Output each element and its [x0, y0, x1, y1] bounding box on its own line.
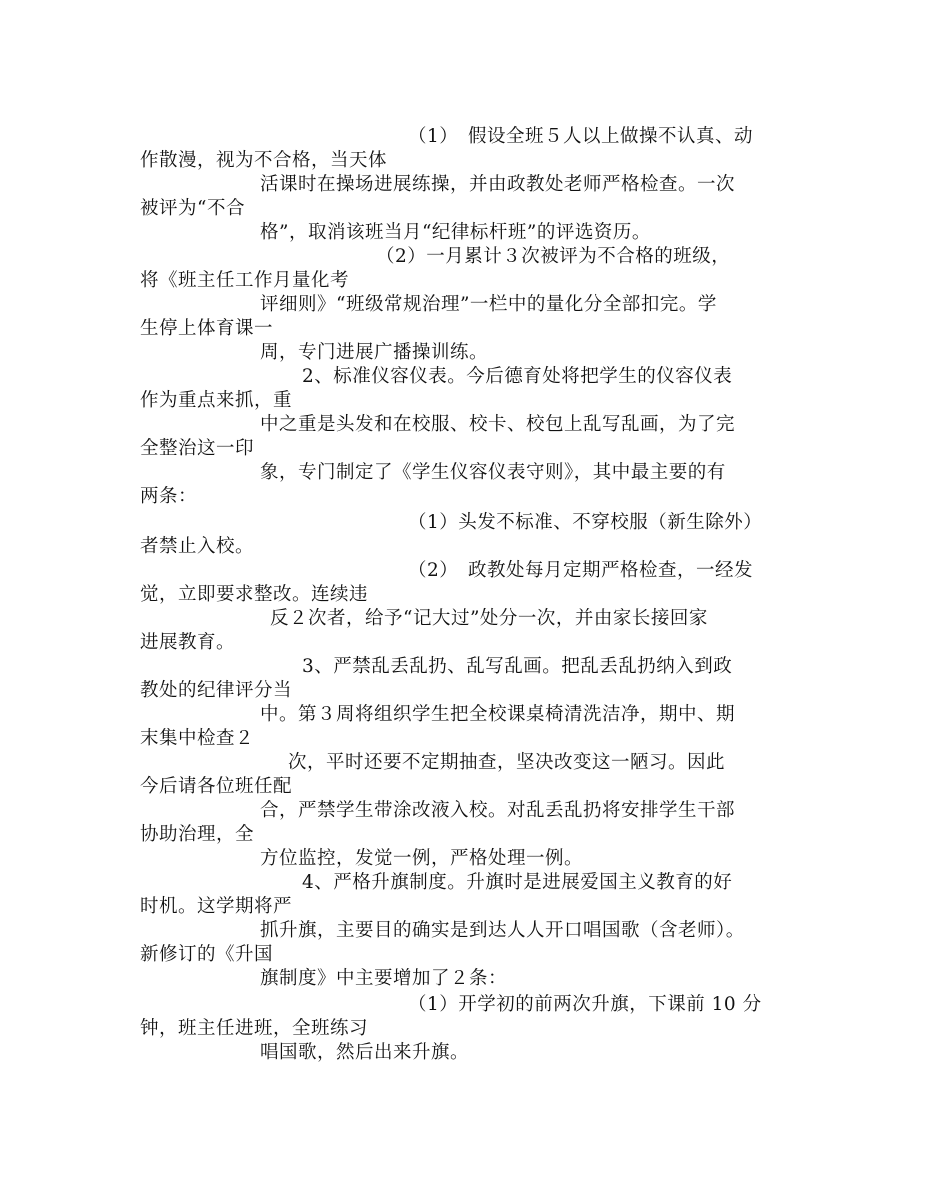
text-line: 钟，班主任进班，全班练习: [140, 1018, 369, 1039]
text-line: 2、标准仪容仪表。今后德育处将把学生的仪容仪表: [302, 366, 733, 387]
text-line: 方位监控，发觉一例，严格处理一例。: [260, 848, 584, 869]
text-line: 教处的纪律评分当: [140, 680, 293, 701]
text-line: 格”，取消该班当月“纪律标杆班”的评选资历。: [260, 222, 651, 243]
text-line: 进展教育。: [140, 632, 236, 653]
text-line: 4、严格升旗制度。升旗时是进展爱国主义教育的好: [302, 872, 733, 893]
text-line: 唱国歌，然后出来升旗。: [260, 1042, 470, 1063]
text-line: 评细则》“班级常规治理”一栏中的量化分全部扣完。学: [260, 294, 717, 315]
text-line: （1） 假设全班５人以上做操不认真、动: [408, 126, 754, 147]
text-line: 中之重是头发和在校服、校卡、校包上乱写乱画，为了完: [260, 414, 736, 435]
text-line: 将《班主任工作月量化考: [140, 270, 350, 291]
text-line: 末集中检查２: [140, 728, 255, 749]
text-line: 协助治理，全: [140, 824, 255, 845]
text-line: 3、严禁乱丢乱扔、乱写乱画。把乱丢乱扔纳入到政: [302, 656, 733, 677]
text-line: （2） 政教处每月定期严格检查，一经发: [408, 560, 754, 581]
text-line: 象，专门制定了《学生仪容仪表守则》，其中最主要的有: [260, 462, 726, 483]
text-line: 旗制度》中主要增加了２条：: [260, 968, 508, 989]
text-line: 被评为“不合: [140, 198, 245, 219]
text-line: 者禁止入校。: [140, 536, 255, 557]
text-line: 全整治这一印: [140, 438, 255, 459]
text-line: 生停上体育课一: [140, 318, 274, 339]
text-line: 反２次者，给予“记大过”处分一次，并由家长接回家: [270, 608, 708, 629]
text-line: （1）头发不标准、不穿校服（新生除外）: [408, 512, 763, 533]
text-line: 中。第３周将组织学生把全校课桌椅清洗洁净，期中、期: [260, 704, 736, 725]
text-line: （2）一月累计３次被评为不合格的班级，: [376, 246, 731, 267]
text-line: 新修订的《升国: [140, 944, 274, 965]
text-line: 合，严禁学生带涂改液入校。对乱丢乱扔将安排学生干部: [260, 800, 736, 821]
text-line: 次，平时还要不定期抽查，坚决改变这一陋习。因此: [288, 752, 726, 773]
text-line: 时机。这学期将严: [140, 896, 293, 917]
text-line: 周，专门进展广播操训练。: [260, 342, 489, 363]
text-line: 今后请各位班任配: [140, 776, 293, 797]
text-line: （1）开学初的前两次升旗，下课前 10 分: [408, 994, 762, 1015]
text-line: 两条：: [140, 486, 198, 507]
text-line: 作为重点来抓，重: [140, 390, 293, 411]
text-line: 觉，立即要求整改。连续违: [140, 584, 369, 605]
text-line: 作散漫，视为不合格，当天体: [140, 150, 388, 171]
text-line: 抓升旗，主要目的确实是到达人人开口唱国歌（含老师）。: [260, 920, 745, 941]
text-line: 活课时在操场进展练操，并由政教处老师严格检查。一次: [260, 174, 736, 195]
